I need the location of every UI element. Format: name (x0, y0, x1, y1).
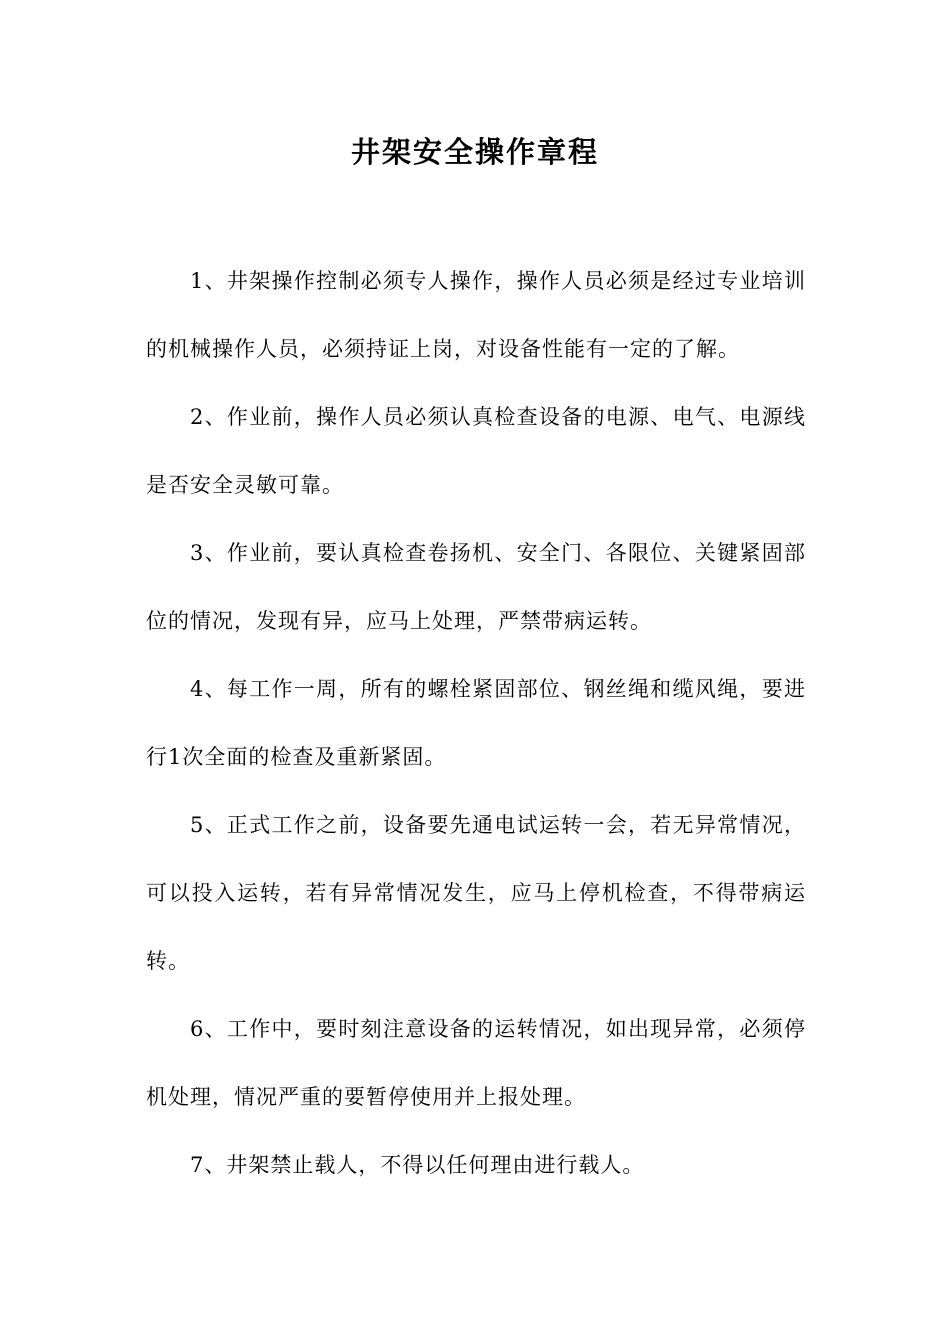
rule-paragraph-3: 3、作业前，要认真检查卷扬机、安全门、各限位、关键紧固部位的情况，发现有异，应马上处理，严禁带病运转。 (146, 541, 806, 633)
rule-paragraph-2: 2、作业前，操作人员必须认真检查设备的电源、电气、电源线是否安全灵敏可靠。 (146, 405, 806, 497)
rule-paragraph-7: 7、井架禁止载人，不得以任何理由进行载人。 (190, 1153, 645, 1177)
document-body (146, 247, 806, 1199)
rule-paragraph-1: 1、井架操作控制必须专人操作，操作人员必须是经过专业培训的机械操作人员，必须持证上岗，对设备性能有一定的了解。 (146, 269, 806, 361)
document-title: 井架安全操作章程 (350, 135, 599, 169)
rule-paragraph-5: 5、正式工作之前，设备要先通电试运转一会，若无异常情况，可以投入运转，若有异常情况发生，应马上停机检查，不得带病运转。 (146, 813, 806, 973)
rule-paragraph-4: 4、每工作一周，所有的螺栓紧固部位、钢丝绳和缆风绳，要进行1次全面的检查及重新紧固。 (146, 677, 806, 769)
rule-paragraph-6: 6、工作中，要时刻注意设备的运转情况，如出现异常，必须停机处理，情况严重的要暂停使用并上报处理。 (146, 1017, 806, 1109)
